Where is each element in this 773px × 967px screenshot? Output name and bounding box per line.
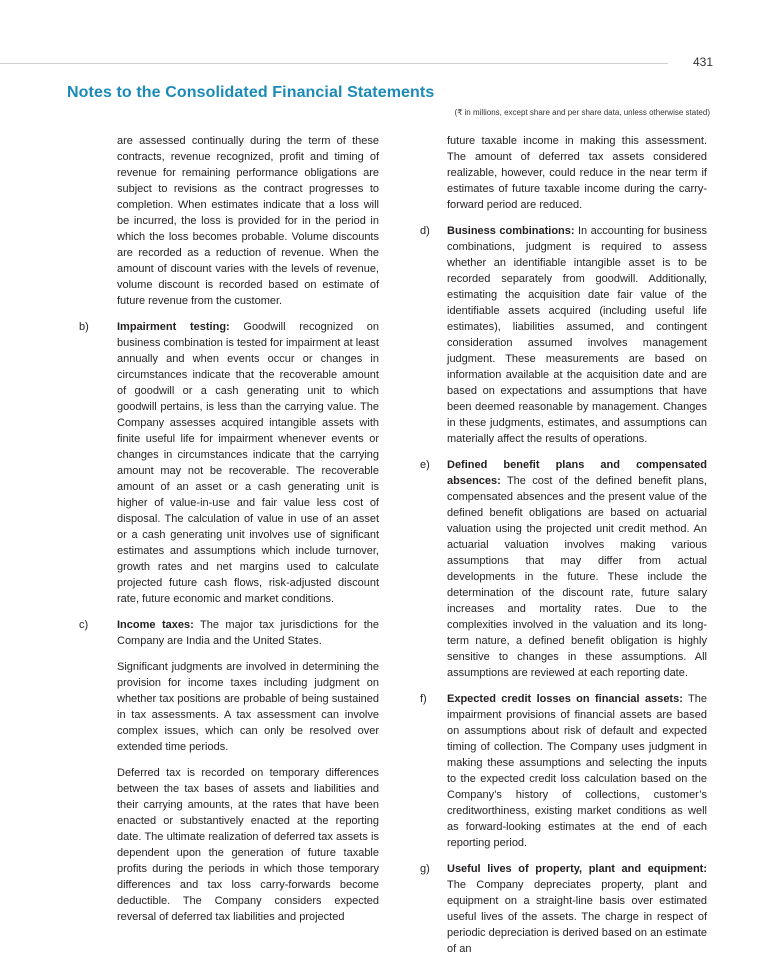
item-heading: Expected credit losses on financial assets: — [447, 693, 683, 705]
header-rule — [0, 63, 668, 64]
item-marker: c) — [79, 619, 89, 631]
right-column — [420, 133, 707, 967]
note-item-useful-lives — [420, 861, 707, 957]
note-item-defined-benefit-plans — [420, 457, 707, 681]
item-heading: Income taxes: — [117, 619, 194, 631]
note-item-business-combinations — [420, 223, 707, 447]
item-marker: b) — [79, 321, 89, 333]
note-item-income-taxes — [79, 617, 379, 925]
item-paragraph — [447, 457, 707, 681]
item-text: The Company depreciates property, plant and equipment on a straight-line basis over estimated useful lives of the assets. The charge in respect of periodic depreciation is derived based on an estimate of an — [447, 879, 707, 955]
continuation-paragraph: are assessed continually during the term of these contracts, revenue recognized, profit and timing of revenue for remaining performance obligations are subject to revisions as the contract progresses to completion. When estimates indicate that a loss will be incurred, the loss is provided for in the period in which the loss becomes probable. Volume discounts are recorded as a reduction of revenue. When the amount of discount varies with the levels of revenue, volume discount is recorded based on estimate of future revenue from the customer. — [117, 135, 379, 307]
item-heading: Useful lives of property, plant and equipment: — [447, 863, 707, 875]
item-paragraph: Significant judgments are involved in determining the provision for income taxes including judgment on whether tax positions are probable of being sustained in tax assessments. A tax assessment can involve complex issues, which can only be resolved over extended time periods. — [117, 661, 379, 753]
page-number: 431 — [692, 55, 713, 69]
item-paragraph — [447, 861, 707, 957]
units-note: (₹ in millions, except share and per share data, unless otherwise stated) — [454, 108, 710, 117]
left-column — [79, 133, 379, 935]
continuation-paragraph: future taxable income in making this assessment. The amount of deferred tax assets considered realizable, however, could reduce in the near term if estimates of future taxable income during the carry-forward period are reduced. — [447, 135, 707, 211]
item-text: In accounting for business combinations, judgment is required to assess whether an identifiable intangible asset is to be recorded separately from goodwill. Additionally, estimating the acquisition date fair value of the identifiable assets acquired (including useful life estimates), liabilities assumed, and contingent consideration assumed involves management judgment. These measurements are based on information available at the acquisition date and are based on expectations and assumptions that have been deemed reasonable by management. Changes in these judgments, estimates, and assumptions can materially affect the results of operations. — [447, 225, 708, 445]
item-text: The impairment provisions of financial assets are based on assumptions about risk of default and expected timing of collection. The Company uses judgment in making these assumptions and selecting the inputs to the expected credit loss calculation based on the Company’s history of collections, customer’s creditworthiness, existing market conditions as well as forward-looking estimates at the end of each reporting period. — [447, 693, 708, 849]
item-marker: g) — [420, 863, 430, 875]
page-title: Notes to the Consolidated Financial Statements — [67, 84, 435, 101]
item-heading: Impairment testing: — [117, 321, 230, 333]
item-paragraph: Deferred tax is recorded on temporary differences between the tax bases of assets and liabilities and their carrying amounts, at the rates that have been enacted or substantively enacted at the reporting date. The ultimate realization of deferred tax assets is dependent upon the generation of future taxable profits during the periods in which those temporary differences and tax loss carry-forwards become deductible. The Company considers expected reversal of deferred tax liabilities and projected — [117, 767, 379, 923]
item-text: Goodwill recognized on business combination is tested for impairment at least annually and when events occur or changes in circumstances indicate that the recoverable amount of goodwill or a cash generating unit to which goodwill pertains, is less than the carrying value. The Company assesses acquired intangible assets with finite useful life for impairment whenever events or changes in circumstances indicate that the carrying amount may not be recoverable. The recoverable amount of an asset or a cash generating unit is higher of value-in-use and fair value less cost of disposal. The calculation of value in use of an asset or a cash generating unit involves use of significant estimates and assumptions which include turnover, growth rates and net margins used to calculate projected future cash flows, risk-adjusted discount rate, future economic and market conditions. — [117, 321, 379, 605]
item-text: The major tax jurisdictions for the Company are India and the United States. — [117, 619, 379, 647]
item-marker: e) — [420, 459, 430, 471]
item-paragraph — [117, 319, 379, 607]
item-paragraph — [447, 691, 707, 851]
item-heading: Defined benefit plans and compensated absences: — [447, 459, 707, 487]
item-paragraph — [117, 617, 379, 649]
item-paragraph — [447, 223, 707, 447]
note-item-expected-credit-losses — [420, 691, 707, 851]
item-marker: f) — [420, 693, 427, 705]
item-heading: Business combinations: — [447, 225, 575, 237]
item-text: The cost of the defined benefit plans, compensated absences and the present value of the defined benefit obligations are based on actuarial valuation using the projected unit credit method. An actuarial valuation involves making various assumptions that may differ from actual developments in the future. These include the determination of the discount rate, future salary increases and mortality rates. Due to the complexities involved in the valuation and its long-term nature, a defined benefit obligation is highly sensitive to changes in these assumptions. All assumptions are reviewed at each reporting date. — [447, 475, 707, 679]
item-marker: d) — [420, 225, 430, 237]
note-item-impairment-testing — [79, 319, 379, 607]
